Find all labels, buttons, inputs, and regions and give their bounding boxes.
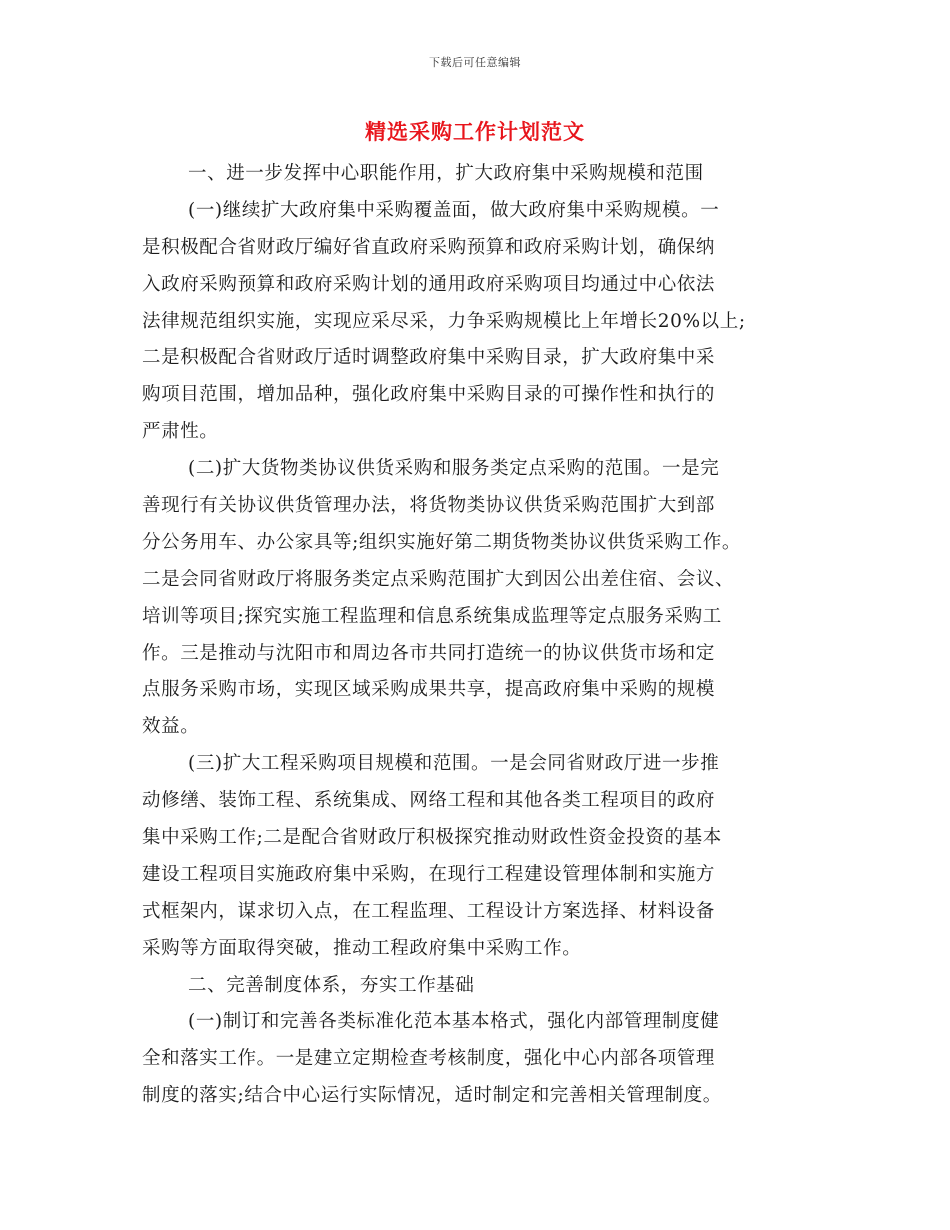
text-line: 入政府采购预算和政府采购计划的通用政府采购项目均通过中心依法 (142, 273, 716, 295)
text-line: (一)继续扩大政府集中采购覆盖面，做大政府集中采购规模。一 (188, 199, 720, 221)
text-line: 集中采购工作;二是配合省财政厅积极探究推动财政性资金投资的基本 (142, 827, 722, 849)
text-line: 善现行有关协议供货管理办法，将货物类协议供货采购范围扩大到部 (142, 495, 716, 517)
text-line: 培训等项目;探究实施工程监理和信息系统集成监理等定点服务采购工 (142, 605, 722, 627)
text-line: 购项目范围，增加品种，强化政府集中采购目录的可操作性和执行的 (142, 384, 716, 406)
text-line: 制度的落实;结合中心运行实际情况，适时制定和完善相关管理制度。 (142, 1085, 722, 1107)
text-line: 作。三是推动与沈阳市和周边各市共同打造统一的协议供货市场和定 (142, 642, 716, 664)
text-line: 是积极配合省财政厅编好省直政府采购预算和政府采购计划，确保纳 (142, 236, 716, 258)
text-line: 二是积极配合省财政厅适时调整政府集中采购目录，扩大政府集中采 (142, 347, 716, 369)
document-body (142, 156, 810, 1115)
text-line: 式框架内，谋求切入点，在工程监理、工程设计方案选择、材料设备 (142, 900, 716, 922)
text-line: (三)扩大工程采购项目规模和范围。一是会同省财政厅进一步推 (188, 753, 720, 775)
document-title: 精选采购工作计划范文 (365, 119, 585, 144)
text-line: 效益。 (142, 716, 200, 738)
text-line: 二、完善制度体系，夯实工作基础 (188, 974, 475, 996)
text-line: 全和落实工作。一是建立定期检查考核制度，强化中心内部各项管理 (142, 1048, 716, 1070)
text-line: 建设工程项目实施政府集中采购，在现行工程建设管理体制和实施方 (142, 863, 716, 885)
page-header-note: 下载后可任意编辑 (429, 56, 521, 69)
text-line: 分公务用车、办公家具等;组织实施好第二期货物类协议供货采购工作。 (142, 531, 741, 553)
text-line: 点服务采购市场，实现区域采购成果共享，提高政府集中采购的规模 (142, 679, 716, 701)
text-line: (一)制订和完善各类标准化范本基本格式，强化内部管理制度健 (188, 1011, 720, 1033)
text-line: 一、进一步发挥中心职能作用，扩大政府集中采购规模和范围 (188, 163, 704, 184)
text-line: 二是会同省财政厅将服务类定点采购范围扩大到因公出差住宿、会议、 (142, 568, 735, 590)
text-line: 严肃性。 (142, 421, 219, 443)
text-line: 采购等方面取得突破，推动工程政府集中采购工作。 (142, 937, 582, 959)
text-line: 法律规范组织实施，实现应采尽采，力争采购规模比上年增长20%以上; (142, 310, 746, 332)
text-line: 动修缮、装饰工程、系统集成、网络工程和其他各类工程项目的政府 (142, 790, 716, 812)
text-line: (二)扩大货物类协议供货采购和服务类定点采购的范围。一是完 (188, 458, 720, 480)
